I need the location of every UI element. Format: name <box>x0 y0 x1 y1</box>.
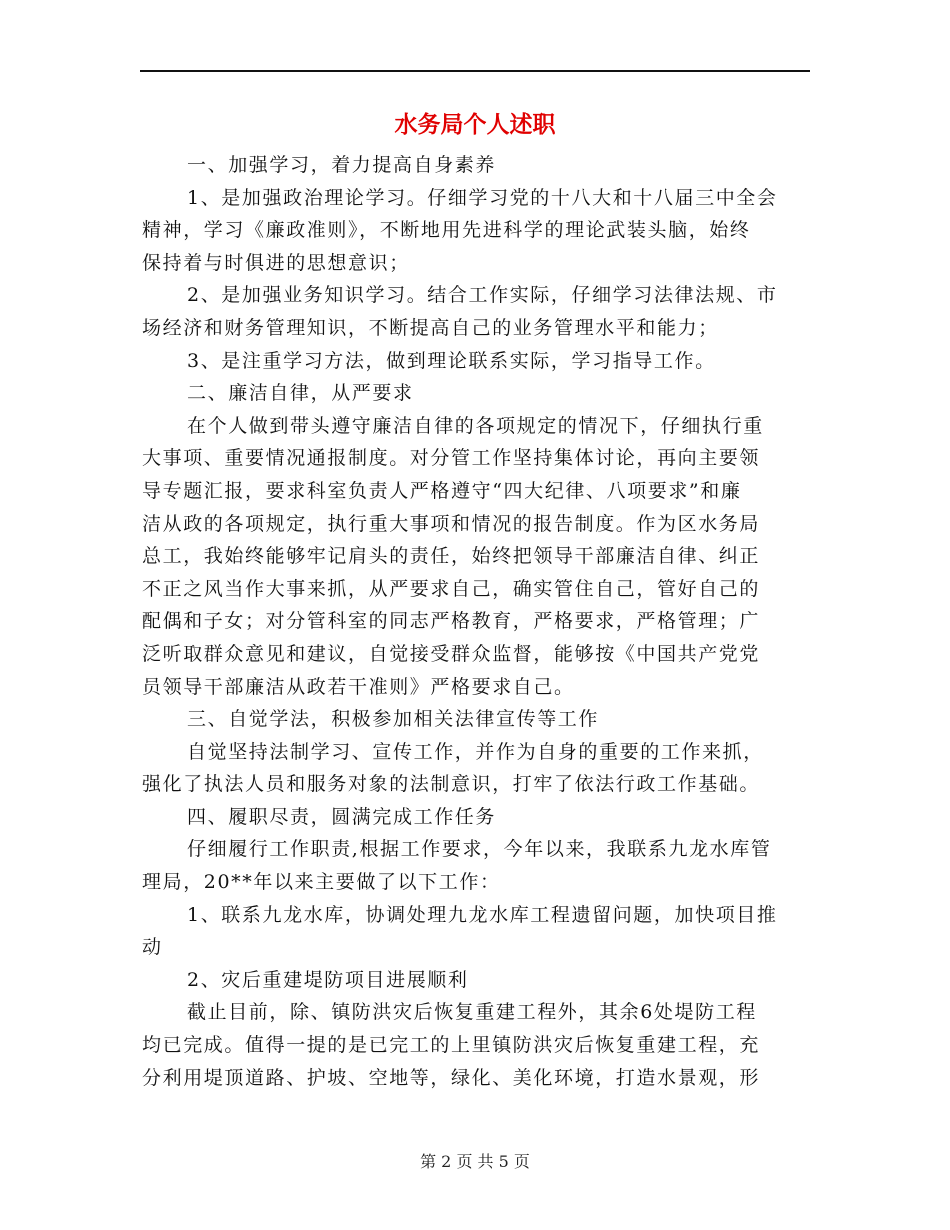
text-line: 总工，我始终能够牢记肩头的责任，始终把领导干部廉洁自律、纠正 <box>142 545 761 568</box>
text-line: 仔细履行工作职责,根据工作要求，今年以来，我联系九龙水库管 <box>187 838 772 861</box>
text-line: 二、廉洁自律，从严要求 <box>187 382 414 405</box>
text-line: 不正之风当作大事来抓，从严要求自己，确实管住自己，管好自己的 <box>142 577 761 600</box>
text-line: 强化了执法人员和服务对象的法制意识，打牢了依法行政工作基础。 <box>142 773 761 796</box>
text-line: 分利用堤顶道路、护坡、空地等，绿化、美化环境，打造水景观，形 <box>142 1066 761 1089</box>
text-line: 保持着与时俱进的思想意识； <box>142 251 410 274</box>
text-line: 精神，学习《廉政准则》，不断地用先进科学的理论武装头脑，始终 <box>142 219 751 242</box>
text-line: 场经济和财务管理知识，不断提高自己的业务管理水平和能力； <box>142 316 719 339</box>
text-line: 大事项、重要情况通报制度。对分管工作坚持集体讨论，再向主要领 <box>142 447 761 470</box>
document-title: 水务局个人述职 <box>394 112 556 138</box>
text-line: 配偶和子女；对分管科室的同志严格教育，严格要求，严格管理；广 <box>142 610 761 633</box>
text-line: 1、是加强政治理论学习。仔细学习党的十八大和十八届三中全会 <box>187 186 778 209</box>
text-line: 均已完成。值得一提的是已完工的上里镇防洪灾后恢复重建工程，充 <box>142 1034 761 1057</box>
text-line: 在个人做到带头遵守廉洁自律的各项规定的情况下，仔细执行重 <box>187 414 764 437</box>
text-line: 四、履职尽责，圆满完成工作任务 <box>187 805 497 828</box>
text-line: 3、是注重学习方法，做到理论联系实际，学习指导工作。 <box>187 349 716 372</box>
page-footer: 第 2 页 共 5 页 <box>420 1152 530 1171</box>
document-body <box>142 149 806 1094</box>
text-line: 截止目前，除、镇防洪灾后恢复重建工程外，其余6处堤防工程 <box>187 1001 757 1024</box>
body-text <box>142 149 806 1094</box>
text-line: 员领导干部廉洁从政若干准则》严格要求自己。 <box>142 675 575 698</box>
text-line: 自觉坚持法制学习、宣传工作，并作为自身的重要的工作来抓， <box>187 740 764 763</box>
text-line: 动 <box>142 936 163 959</box>
text-line: 一、加强学习，着力提高自身素养 <box>187 154 497 176</box>
text-line: 洁从政的各项规定，执行重大事项和情况的报告制度。作为区水务局 <box>142 512 761 535</box>
text-line: 2、灾后重建堤防项目进展顺利 <box>187 968 469 991</box>
header-rule <box>140 70 810 72</box>
text-line: 理局，20**年以来主要做了以下工作： <box>142 871 501 894</box>
text-line: 2、是加强业务知识学习。结合工作实际，仔细学习法律法规、市 <box>187 284 778 307</box>
text-line: 泛听取群众意见和建议，自觉接受群众监督，能够按《中国共产党党 <box>142 642 761 665</box>
text-line: 三、自觉学法，积极参加相关法律宣传等工作 <box>187 708 600 731</box>
text-line: 1、联系九龙水库，协调处理九龙水库工程遗留问题，加快项目推 <box>187 903 778 926</box>
text-line: 导专题汇报，要求科室负责人严格遵守“四大纪律、八项要求”和廉 <box>142 479 742 502</box>
